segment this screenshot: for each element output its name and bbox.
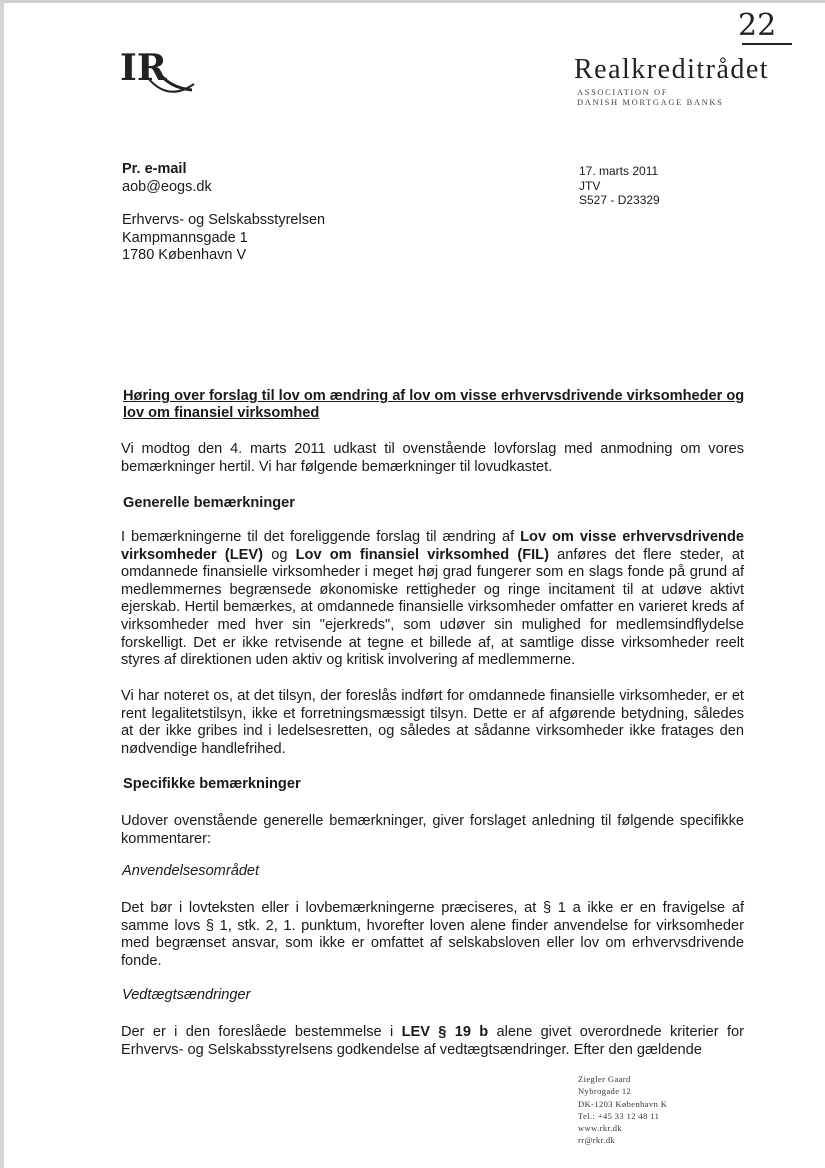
- general-paragraph-2: Vi har noteret os, at det tilsyn, der foreslås indført for omdannede finansielle virksomheder, er et rent legalitetstilsyn, ikke et forretningsmæssigt tilsyn. Dette er af afgørende betydning, således at der ikke gribes ind i ledelsesretten, og således at sådanne virksomheder ikke fratages den nødvendige handlefrihed.: [121, 688, 744, 757]
- footer-line: www.rkr.dk: [578, 1123, 623, 1134]
- letter-reference: S527 - D23329: [579, 193, 660, 207]
- text-run: anføres det flere steder, at omdannede finansielle virksomheder i meget høj grad fungerer som en slags fonde på grund af medlemmernes begrænsede økonomiske rettigheder og ringe incitament til at udøve aktivt ejerskab. Hertil bemærkes, at omdannede finansielle virksomheder omfatter en varieret kreds af virksomheder med hver sin "ejerkreds", som udøver sin mulighed for medlemsindflydelse forskelligt. Det er ikke retvisende at tegne et billede af, at samtlige disse virksomheder reelt styres af direktionen uden aktiv og kritisk involvering af medlemmerne.: [121, 546, 745, 669]
- org-name: Realkreditrådet: [574, 54, 770, 85]
- page-number-underline: [742, 43, 792, 45]
- letter-initials: JTV: [579, 178, 601, 193]
- letter-date: 17. marts 2011: [579, 164, 659, 178]
- general-heading: Generelle bemærkninger: [123, 495, 295, 511]
- subheading-statutes: Vedtægtsændringer: [122, 987, 251, 1003]
- letter-title: Høring over forslag til lov om ændring af lov om visse erhvervsdrivende virksomheder og lov om finansiel virksomhed: [123, 388, 745, 421]
- org-subtitle-line: DANISH MORTGAGE BANKS: [577, 97, 724, 107]
- recipient-address: [122, 212, 325, 265]
- org-subtitle-line: ASSOCIATION OF: [577, 87, 669, 97]
- org-subtitle: [577, 87, 723, 107]
- letter-meta: [579, 164, 660, 208]
- specific-heading: Specifikke bemærkninger: [123, 776, 301, 792]
- text-run: og: [263, 546, 296, 563]
- sender-email: aob@eogs.dk: [122, 179, 212, 195]
- specific-intro: Udover ovenstående generelle bemærkninger, giver forslaget anledning til følgende specifikke kommentarer:: [121, 813, 744, 847]
- footer-line: Ziegler Gaard: [578, 1074, 631, 1084]
- footer-line: Tel.: +45 33 12 48 11: [578, 1110, 660, 1121]
- subheading-scope: Anvendelsesområdet: [122, 863, 260, 879]
- scope-paragraph: Det bør i lovteksten eller i lovbemærkningerne præciseres, at § 1 a ikke er en fravigelse af samme lovs § 1, stk. 2, 1. punktum, hvorefter loven alene finder anvendelse for virksomheder med begrænset ansvar, som ikke er omfattet af selskabsloven eller lov om erhvervsdrivende fonde.: [121, 900, 744, 969]
- law-name-fil: Lov om finansiel virksomhed (FIL): [295, 546, 549, 563]
- law-name-lev: Lov om visse erhvervsdrivende virksomheder (LEV): [121, 529, 744, 563]
- logo-lettering: IR: [120, 47, 167, 89]
- law-section-ref: LEV § 19 b: [401, 1024, 489, 1040]
- recipient-line: Kampmannsgade 1: [122, 229, 248, 246]
- page-number: 22: [738, 8, 777, 43]
- intro-paragraph: Vi modtog den 4. marts 2011 udkast til ovenstående lovforslag med anmodning om vores bemærkninger hertil. Vi har følgende bemærkninger til lovudkastet.: [121, 441, 744, 475]
- text-run: I bemærkningerne til det foreliggende forslag til ændring af: [121, 529, 521, 545]
- statutes-paragraph: [121, 1024, 744, 1059]
- recipient-line: Erhvervs- og Selskabsstyrelsen: [122, 212, 326, 228]
- footer-line: Nybrogade 12: [578, 1086, 632, 1097]
- footer-line: DK-1203 København K: [578, 1098, 668, 1109]
- text-run: alene givet overordnede kriterier for Erhvervs- og Selskabsstyrelsens godkendelse af vedtægtsændringer. Efter den gældende: [121, 1024, 745, 1058]
- footer-address: [578, 1073, 667, 1147]
- sender-label: Pr. e-mail: [122, 161, 187, 177]
- text-run: Der er i den foreslåede bestemmelse i: [121, 1024, 402, 1040]
- rkr-logo: [118, 38, 208, 108]
- recipient-line: 1780 København V: [122, 247, 247, 263]
- general-paragraph-1: [121, 529, 744, 670]
- footer-line: rr@rkr.dk: [578, 1135, 616, 1146]
- rkr-logo-graphic: [118, 38, 208, 108]
